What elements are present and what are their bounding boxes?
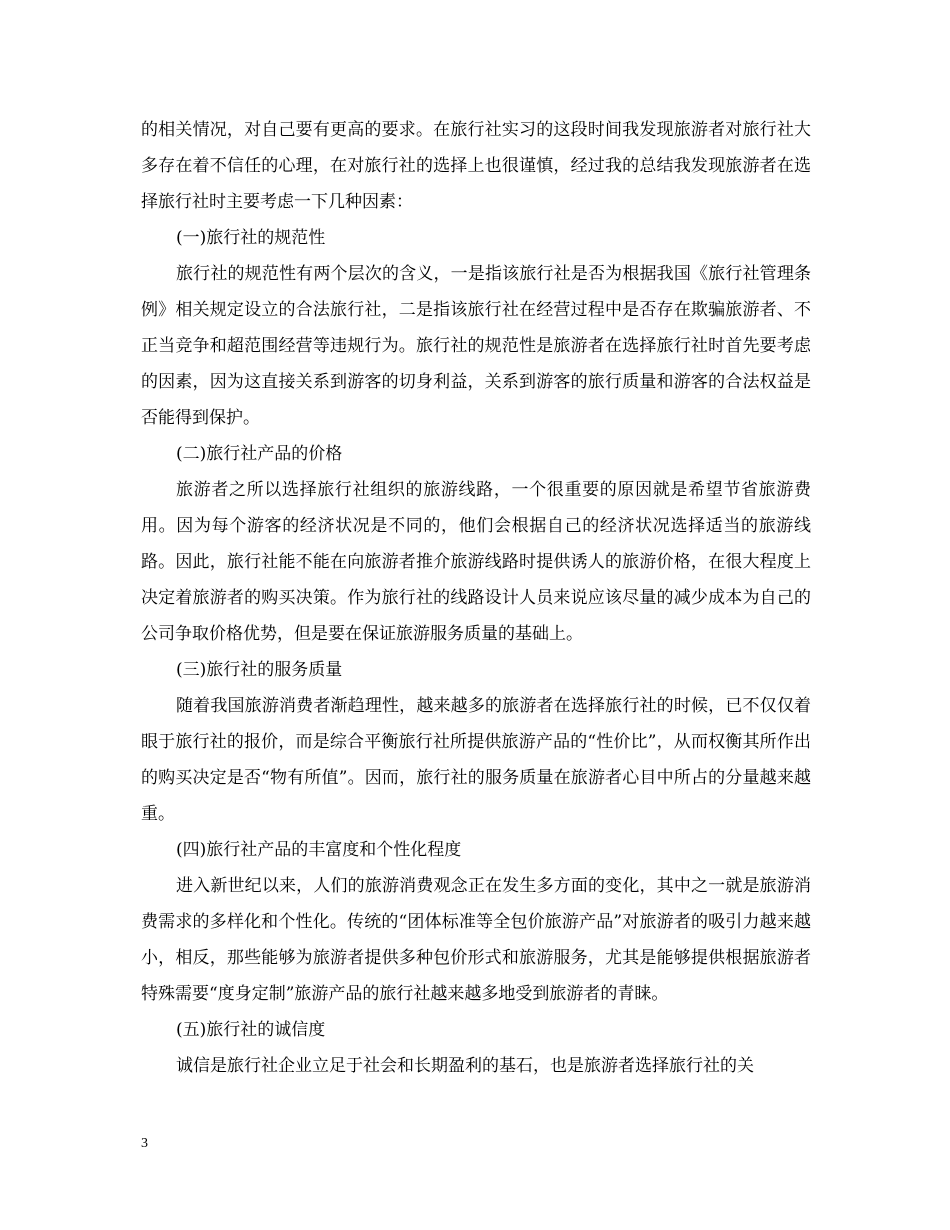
paragraph-continuation: 的相关情况，对自己要有更高的要求。在旅行社实习的这段时间我发现旅游者对旅行社大多存在着不信任的心理，在对旅行社的选择上也很谨慎，经过我的总结我发现旅游者在选择旅行社时主要考虑一下几种因素： — [141, 120, 811, 212]
page-content — [141, 112, 811, 1084]
paragraph-body: 诚信是旅行社企业立足于社会和长期盈利的基石，也是旅游者选择旅行社的关 — [176, 1056, 754, 1076]
paragraph-body: 旅游者之所以选择旅行社组织的旅游线路，一个很重要的原因就是希望节省旅游费用。因为每个游客的经济状况是不同的，他们会根据自己的经济状况选择适当的旅游线路。因此，旅行社能不能在向旅游者推介旅游线路时提供诱人的旅游价格，在很大程度上决定着旅游者的购买决策。作为旅行社的线路设计人员来说应该尽量的减少成本为自己的公司争取价格优势，但是要在保证旅游服务质量的基础上。 — [141, 480, 811, 644]
paragraph-body: 旅行社的规范性有两个层次的含义，一是指该旅行社是否为根据我国《旅行社管理条例》相关规定设立的合法旅行社，二是指该旅行社在经营过程中是否存在欺骗旅游者、不正当竞争和超范围经营等违规行为。旅行社的规范性是旅游者在选择旅行社时首先要考虑的因素，因为这直接关系到游客的切身利益，关系到游客的旅行质量和游客的合法权益是否能得到保护。 — [141, 264, 811, 428]
paragraph-body: 随着我国旅游消费者渐趋理性，越来越多的旅游者在选择旅行社的时候，已不仅仅着眼于旅行社的报价，而是综合平衡旅行社所提供旅游产品的“性价比”，从而权衡其所作出的购买决定是否“物有所值”。因而，旅行社的服务质量在旅游者心目中所占的分量越来越重。 — [141, 696, 811, 824]
page-number: 3 — [141, 1136, 148, 1151]
paragraph-body: 进入新世纪以来，人们的旅游消费观念正在发生多方面的变化，其中之一就是旅游消费需求的多样化和个性化。传统的“团体标准等全包价旅游产品”对旅游者的吸引力越来越小，相反，那些能够为旅游者提供多种包价形式和旅游服务，尤其是能够提供根据旅游者特殊需要“度身定制”旅游产品的旅行社越来越多地受到旅游者的青睐。 — [141, 876, 811, 1004]
section-heading-1: (一)旅行社的规范性 — [176, 228, 326, 248]
section-heading-2: (二)旅行社产品的价格 — [176, 444, 343, 464]
section-heading-5: (五)旅行社的诚信度 — [176, 1020, 326, 1040]
section-heading-3: (三)旅行社的服务质量 — [176, 660, 343, 680]
section-heading-4: (四)旅行社产品的丰富度和个性化程度 — [176, 840, 462, 860]
